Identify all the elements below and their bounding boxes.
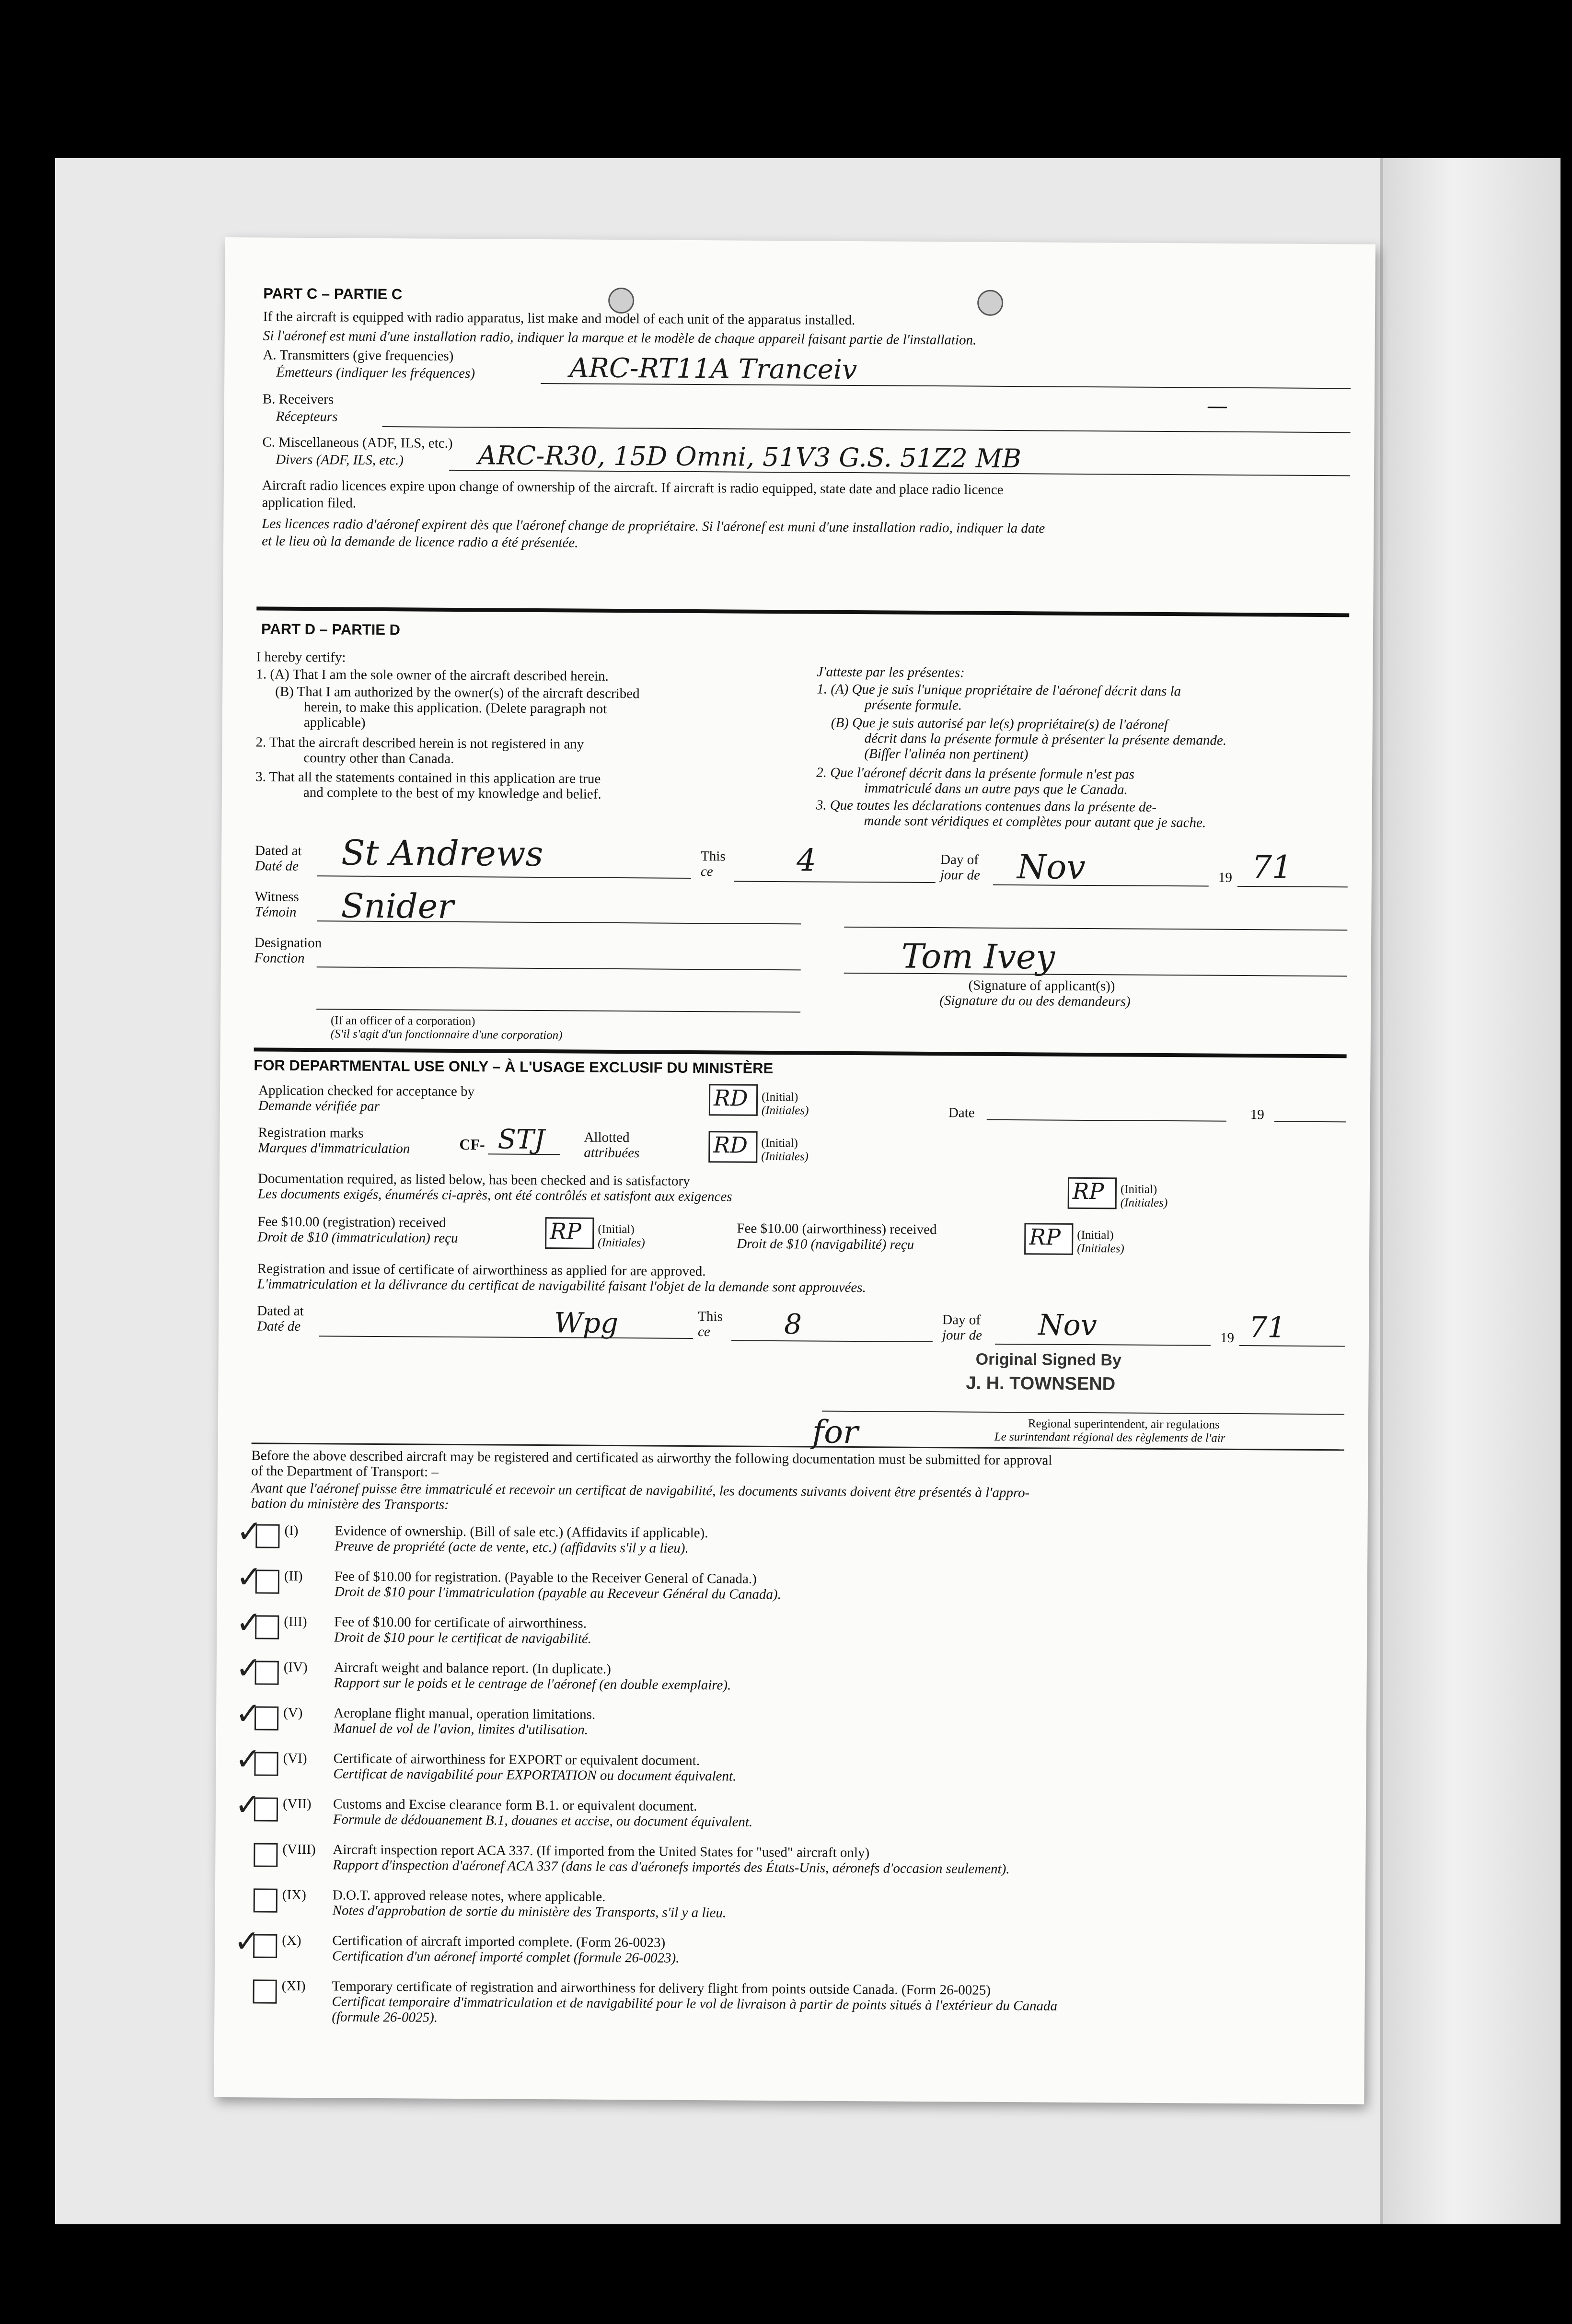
requirement-number: (III) xyxy=(284,1614,307,1630)
allotted-label-fr: attribuées xyxy=(584,1145,640,1161)
form-page xyxy=(214,237,1376,2104)
requirement-text-en: Evidence of ownership. (Bill of sale etc.) (Affidavits if applicable). xyxy=(335,1523,708,1541)
certify-fr-item-5: (Biffer l'alinéa non pertinent) xyxy=(864,746,1029,763)
requirement-text-en: Aeroplane flight manual, operation limitations. xyxy=(334,1705,596,1722)
witness-value: Snider xyxy=(341,886,454,926)
fee-reg-label-fr: Droit de $10 (immatriculation) reçu xyxy=(257,1229,458,1246)
requirement-text-fr: Preuve de propriété (acte de vente, etc.) (affidavits s'il y a lieu). xyxy=(335,1538,689,1556)
certify-en-item-4: applicable) xyxy=(303,715,366,731)
certify-en-item-1: 1. (A) That I am the sole owner of the aircraft described herein. xyxy=(256,666,609,684)
checkmark-icon: ✓ xyxy=(236,1559,262,1595)
licence-en-2: application filed. xyxy=(262,495,357,511)
day-of-label-fr: jour de xyxy=(940,867,980,883)
requirements-intro-en-2: of the Department of Transport: – xyxy=(251,1463,439,1480)
receivers-line xyxy=(382,426,1351,433)
requirement-number: (VI) xyxy=(283,1750,307,1766)
fee-reg-initial-label: (Initial) xyxy=(598,1222,635,1236)
transmitters-label: A. Transmitters (give frequencies) xyxy=(263,347,454,364)
checked-label: Application checked for acceptance by xyxy=(258,1082,475,1100)
dept-day-of-line xyxy=(995,1344,1211,1346)
checkmark-icon: ✓ xyxy=(235,1696,262,1732)
witness-label-fr: Témoin xyxy=(254,904,297,920)
checked-label-fr: Demande vérifiée par xyxy=(258,1098,380,1114)
fee-reg-label: Fee $10.00 (registration) received xyxy=(257,1214,446,1231)
certify-fr-item-7: immatriculé dans un autre pays que le Canada. xyxy=(864,780,1128,798)
doc-required-label-fr: Les documents exigés, énumérés ci-après, ont été contrôlés et satisfont aux exigences xyxy=(257,1186,732,1205)
misc-label-fr: Divers (ADF, ILS, etc.) xyxy=(276,452,404,468)
witness-line-2 xyxy=(844,927,1347,930)
checked-initial-label: (Initial) xyxy=(761,1090,798,1104)
certify-fr-item-3: (B) Que je suis autorisé par le(s) propriétaire(s) de l'aéronef xyxy=(831,715,1168,733)
requirement-number: (VIII) xyxy=(282,1841,316,1858)
allotted-label: Allotted xyxy=(584,1129,630,1146)
fee-air-label-fr: Droit de $10 (navigabilité) reçu xyxy=(737,1236,914,1253)
allotted-initial-label-fr: (Initiales) xyxy=(761,1150,809,1163)
certify-en-item-3: herein, to make this application. (Delete paragraph not xyxy=(303,699,607,717)
reg-marks-label: Registration marks xyxy=(258,1125,364,1141)
day-of-value: Nov xyxy=(1017,847,1086,887)
fee-air-initial-label-fr: (Initiales) xyxy=(1077,1242,1124,1255)
certify-fr-item-6: 2. Que l'aéronef décrit dans la présente formule n'est pas xyxy=(816,765,1135,782)
stamp-line-2: J. H. TOWNSEND xyxy=(966,1373,1116,1394)
dated-at-label: Dated at xyxy=(255,843,302,859)
signature-caption-en: (Signature of applicant(s)) xyxy=(968,977,1115,994)
requirement-checkbox[interactable] xyxy=(253,1979,277,2003)
allotted-initial: RD xyxy=(713,1132,748,1158)
licence-fr-2: et le lieu où la demande de licence radio a été présentée. xyxy=(262,533,578,551)
dated-at-label-fr: Daté de xyxy=(254,858,299,874)
dept-dated-at-label-fr: Daté de xyxy=(257,1318,301,1335)
for-mark: for xyxy=(812,1413,858,1451)
certify-fr: J'atteste par les présentes: xyxy=(817,664,965,681)
year-value: 71 xyxy=(1251,848,1293,886)
dept-dated-at-value: Wpg xyxy=(554,1306,619,1340)
requirements-intro-fr-1: Avant que l'aéronef puisse être immatriculé et recevoir un certificat de navigabilité, les documents suivants doivent être présentés à l'appro- xyxy=(251,1480,1030,1501)
dept-rule xyxy=(254,1047,1347,1058)
dept-year-prefix: 19 xyxy=(1250,1107,1264,1123)
designation-label-fr: Fonction xyxy=(254,950,305,966)
dept-year-value: 71 xyxy=(1248,1311,1286,1345)
receivers-label: B. Receivers xyxy=(262,391,334,407)
dept-day-of-label: Day of xyxy=(942,1312,981,1328)
reg-prefix: CF- xyxy=(459,1136,485,1153)
applicant-signature: Tom Ivey xyxy=(901,936,1055,977)
misc-value: ARC-R30, 15D Omni, 51V3 G.S. 51Z2 MB xyxy=(478,440,1022,474)
certify-fr-item-9: mande sont véridiques et complètes pour autant que je sache. xyxy=(864,813,1206,831)
fee-air-label: Fee $10.00 (airworthiness) received xyxy=(737,1220,937,1238)
this-label-fr: ce xyxy=(700,864,713,880)
requirement-number: (IV) xyxy=(283,1659,308,1675)
requirement-text-fr: Rapport d'inspection d'aéronef ACA 337 (dans le cas d'aéronefs importés des États-Unis, aéronefs d'occasion seulement). xyxy=(333,1857,1010,1877)
checkmark-icon: ✓ xyxy=(235,1650,262,1686)
dept-this-label: This xyxy=(698,1309,723,1325)
requirement-number: (II) xyxy=(284,1568,303,1584)
dept-year-prefix-2: 19 xyxy=(1220,1330,1235,1346)
checkmark-icon: ✓ xyxy=(236,1605,262,1641)
receivers-label-fr: Récepteurs xyxy=(276,408,338,425)
requirement-text-fr: Formule de dédouanement B.1, douanes et accise, ou document équivalent. xyxy=(333,1812,753,1830)
fee-air-initial-label: (Initial) xyxy=(1077,1228,1114,1242)
issue-label: Registration and issue of certificate of airworthiness as applied for are approved. xyxy=(257,1261,706,1279)
certify-en: I hereby certify: xyxy=(256,649,346,665)
year-prefix: 19 xyxy=(1218,870,1232,885)
part-c-heading: PART C – PARTIE C xyxy=(263,285,403,303)
dept-this-label-fr: ce xyxy=(697,1324,710,1340)
superintendent-fr: Le surintendant régional des règlements de l'air xyxy=(994,1430,1225,1445)
designation-line xyxy=(317,966,801,970)
dept-day-of-label-fr: jour de xyxy=(942,1327,982,1343)
dated-at-line xyxy=(317,875,691,879)
doc-initial-label-fr: (Initiales) xyxy=(1120,1196,1168,1210)
requirement-text-fr: Certificat temporaire d'immatriculation et de navigabilité pour le vol de livraison à partir de points situés à l'extérieur du Canada xyxy=(332,1994,1058,2014)
requirement-text-fr-2: (formule 26-0025). xyxy=(332,2009,438,2025)
certify-fr-item-2: présente formule. xyxy=(864,697,962,713)
dept-dated-at-line xyxy=(319,1336,693,1339)
requirement-text-fr: Certificat de navigabilité pour EXPORTATION ou document équivalent. xyxy=(333,1766,737,1784)
punch-hole-right xyxy=(977,290,1003,316)
licence-fr-1: Les licences radio d'aéronef expirent dès que l'aéronef change de propriétaire. Si l'aéronef est muni d'une installation radio, indiquer la date xyxy=(262,516,1045,536)
fee-air-initial: RP xyxy=(1029,1224,1061,1250)
licence-en-1: Aircraft radio licences expire upon change of ownership of the aircraft. If aircraft is radio equipped, state date and place radio licence xyxy=(262,477,1004,498)
requirement-text-fr: Droit de $10 pour l'immatriculation (payable au Receveur Général du Canada). xyxy=(334,1584,781,1603)
officer-caption-fr: (S'il s'agit d'un fonctionnaire d'une corporation) xyxy=(330,1027,563,1042)
dept-date-label: Date xyxy=(948,1105,975,1121)
officer-line xyxy=(316,1009,800,1012)
requirement-number: (IX) xyxy=(282,1887,306,1903)
dept-this-line xyxy=(731,1340,933,1342)
this-value: 4 xyxy=(796,843,817,879)
requirement-text-en: Certificate of airworthiness for EXPORT or equivalent document. xyxy=(333,1751,700,1769)
dept-day-of-value: Nov xyxy=(1038,1308,1097,1343)
requirement-text-fr: Manuel de vol de l'avion, limites d'utilisation. xyxy=(333,1720,589,1738)
checkmark-icon: ✓ xyxy=(234,1787,261,1823)
checked-initial: RD xyxy=(713,1085,748,1111)
witness-label: Witness xyxy=(254,889,299,905)
signature-caption-fr: (Signature du ou des demandeurs) xyxy=(939,993,1131,1010)
requirement-text-fr: Rapport sur le poids et le centrage de l'aéronef (en double exemplaire). xyxy=(334,1675,731,1693)
certify-en-item-2: (B) That I am authorized by the owner(s) of the aircraft described xyxy=(275,684,640,702)
part-c-intro-en: If the aircraft is equipped with radio apparatus, list make and model of each unit of the apparatus installed. xyxy=(263,309,855,328)
requirement-checkbox[interactable] xyxy=(254,1843,277,1867)
issue-label-fr: L'immatriculation et la délivrance du certificat de navigabilité faisant l'objet de la demande sont approuvées. xyxy=(257,1276,866,1296)
requirement-text-en: Customs and Excise clearance form B.1. or equivalent document. xyxy=(333,1796,697,1814)
certify-fr-item-8: 3. Que toutes les déclarations contenues dans la présente de- xyxy=(816,797,1157,815)
requirement-text-en: Aircraft weight and balance report. (In duplicate.) xyxy=(334,1660,611,1677)
checkmark-icon: ✓ xyxy=(234,1924,260,1960)
part-c-intro-fr: Si l'aéronef est muni d'une installation radio, indiquer la marque et le modèle de chaque appareil faisant partie de l'installation. xyxy=(263,328,977,348)
superintendent-en: Regional superintendent, air regulations xyxy=(1028,1417,1220,1431)
transmitters-value: ARC-RT11A Tranceiv xyxy=(569,352,857,386)
requirement-text-en: Temporary certificate of registration and airworthiness for delivery flight from points outside Canada. (Form 26-0025) xyxy=(332,1978,991,1998)
dept-date-line xyxy=(987,1119,1226,1122)
checkmark-icon: ✓ xyxy=(236,1514,263,1550)
requirement-text-fr: Notes d'approbation de sortie du ministère des Transports, s'il y a lieu. xyxy=(332,1903,727,1921)
doc-initial: RP xyxy=(1072,1178,1104,1205)
checked-initial-label-fr: (Initiales) xyxy=(761,1104,809,1117)
day-of-label: Day of xyxy=(940,852,979,868)
requirements-intro-fr-2: bation du ministère des Transports: xyxy=(251,1496,449,1512)
designation-label: Designation xyxy=(254,935,322,951)
dept-heading: FOR DEPARTMENTAL USE ONLY – À L'USAGE EXCLUSIF DU MINISTÈRE xyxy=(254,1057,774,1077)
stamp-line-1: Original Signed By xyxy=(975,1350,1122,1370)
allotted-initial-label: (Initial) xyxy=(761,1136,798,1150)
certify-fr-item-1: 1. (A) Que je suis l'unique propriétaire de l'aéronef décrit dans la xyxy=(817,681,1181,699)
dept-this-value: 8 xyxy=(784,1308,802,1341)
officer-caption-en: (If an officer of a corporation) xyxy=(330,1014,475,1028)
certify-en-item-5: 2. That the aircraft described herein is not registered in any xyxy=(255,734,584,752)
transmitters-label-fr: Émetteurs (indiquer les fréquences) xyxy=(276,364,475,382)
requirement-number: (V) xyxy=(283,1705,303,1721)
certify-en-item-8: and complete to the best of my knowledge and belief. xyxy=(303,785,601,802)
requirement-number: (XI) xyxy=(281,1978,306,1994)
requirement-number: (I) xyxy=(284,1522,299,1538)
dept-dated-at-label: Dated at xyxy=(257,1303,304,1319)
requirement-number: (X) xyxy=(282,1932,301,1949)
requirement-text-fr: Certification d'un aéronef importé complet (formule 26-0023). xyxy=(332,1948,680,1966)
requirement-text-en: Aircraft inspection report ACA 337. (If imported from the United States for "used" aircraft only) xyxy=(333,1842,870,1861)
doc-initial-label: (Initial) xyxy=(1120,1183,1157,1196)
dept-year-line-2 xyxy=(1239,1345,1345,1347)
certify-en-item-6: country other than Canada. xyxy=(303,750,454,767)
requirement-text-en: D.O.T. approved release notes, where applicable. xyxy=(332,1887,606,1905)
year-line xyxy=(1237,886,1348,887)
doc-required-label: Documentation required, as listed below, has been checked and is satisfactory xyxy=(257,1171,690,1189)
reg-value: STJ xyxy=(497,1124,545,1156)
requirements-intro-en-1: Before the above described aircraft may be registered and certificated as airworthy the following documentation must be submitted for approval xyxy=(251,1448,1052,1468)
dept-year-line xyxy=(1274,1121,1346,1122)
superintendent-line xyxy=(822,1411,1344,1415)
reg-marks-label-fr: Marques d'immatriculation xyxy=(258,1140,410,1157)
certify-fr-item-4: décrit dans la présente formule à présenter la présente demande. xyxy=(864,731,1227,748)
certify-en-item-7: 3. That all the statements contained in this application are true xyxy=(255,769,601,787)
part-d-rule xyxy=(256,606,1349,617)
checkmark-icon: ✓ xyxy=(235,1742,261,1778)
requirement-checkbox[interactable] xyxy=(254,1888,277,1912)
receivers-value: — xyxy=(1206,394,1228,418)
this-line xyxy=(734,881,936,883)
fee-reg-initial: RP xyxy=(550,1218,582,1244)
part-d-heading: PART D – PARTIE D xyxy=(261,620,401,639)
this-label: This xyxy=(701,848,726,864)
requirement-text-en: Fee of $10.00 for registration. (Payable to the Receiver General of Canada.) xyxy=(334,1569,757,1587)
requirement-text-fr: Droit de $10 pour le certificat de navigabilité. xyxy=(334,1629,592,1647)
misc-label: C. Miscellaneous (ADF, ILS, etc.) xyxy=(262,434,453,451)
board-edge xyxy=(1380,158,1560,2224)
dated-at-value: St Andrews xyxy=(341,832,543,874)
requirement-text-en: Certification of aircraft imported complete. (Form 26-0023) xyxy=(332,1933,666,1951)
fee-reg-initial-label-fr: (Initiales) xyxy=(598,1236,645,1250)
requirement-number: (VII) xyxy=(282,1796,312,1812)
requirement-text-en: Fee of $10.00 for certificate of airworthiness. xyxy=(334,1614,587,1631)
punch-hole-left xyxy=(608,288,634,314)
